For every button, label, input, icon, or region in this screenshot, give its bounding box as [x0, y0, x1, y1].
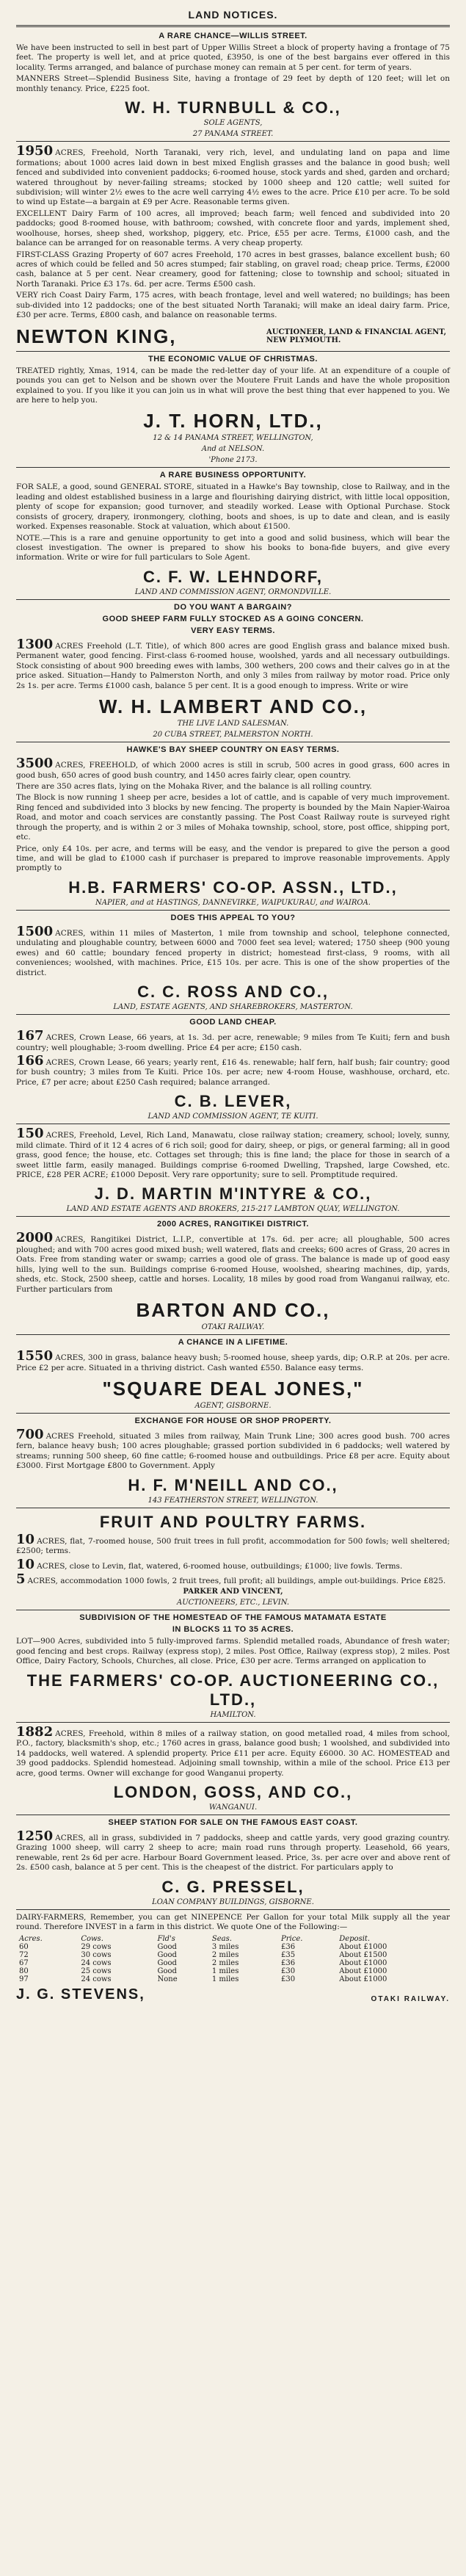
agent-sub: OTAKI RAILWAY. [371, 1994, 450, 2003]
ad-ross [16, 913, 450, 1011]
ad-text: ACRES, close to Levin, flat, watered, 6-roomed house, outbuildings; £1000; live fowls. Terms. [37, 1561, 403, 1571]
acreage: 700 [16, 1426, 44, 1442]
agent-sub: LAND, ESTATE AGENTS, AND SHAREBROKERS, MASTERTON. [113, 1003, 353, 1012]
ad-jones [16, 1338, 450, 1410]
ad-heading: EXCHANGE FOR HOUSE OR SHOP PROPERTY. [134, 1416, 332, 1425]
ad-text: ACRES Freehold, situated 3 miles from railway, Main Trunk Line; 300 acres good bush. 700 acres fern, balance heavy bush; 100 acres ploughable; grassed portion subdivided in 6 paddocks; well watered by streams; running 500 sheep, 60 fine cattle; 6-roomed house and outbuildings. Price £8 per acre. Equity about £3000. First Mortgage £800 to Government. Apply [16, 1431, 450, 1471]
ad-text: ACRES Freehold (L.T. Title), of which 800 acres are good English grass and balance mixed bush. Permanent water, good fencing. First-class 6-roomed house, woolshed, yards and all necessary outbuildings. Stock consisting of about 900 breeding ewes with lambs, 300 wethers, 200 cows and their calves go in at the price asked. Situation—Handy to Palmerston North, and only 3 miles from railway by motor road. Price only 2s 1s. per acre. Terms £1000 cash, balance 5 per cent. It is a good enough to impress. Write or wire [16, 641, 450, 690]
acreage: 10 [16, 1531, 35, 1547]
ad-lehndorf [16, 471, 450, 596]
table-cell: 3 miles [211, 1942, 239, 1951]
divider [16, 351, 450, 352]
agent-sub: SOLE AGENTS, [203, 119, 263, 128]
ad-text: ACRES, Crown Lease, 66 years; yearly rent, £16 4s. renewable; half fern, half bush; fair country; good for bush country; 3 miles from Te Kuiti. Price 10s. per acre; new 4-room House, washhouse, orchard, etc. Price, £7 per acre; about £250 Cash required; balance arranged. [16, 1057, 450, 1087]
ad-body: EXCELLENT Dairy Farm of 100 acres, all improved; beach farm; well fenced and subdivided into 20 paddocks; good 8-roomed house, with bathroom; cowshed, with concrete floor and yards, implement shed, woolhouse, horses, sheep shed, workshop, piggery, etc. Price, £55 per acre. Terms, £1000 cash, and the balance can be arranged for on reasonable terms. A very cheap property. [16, 209, 450, 248]
ad-newton-king [16, 145, 450, 347]
agent-sub: AUCTIONEERS, ETC., LEVIN. [176, 1599, 290, 1607]
table-cell: About £1000 [339, 1975, 387, 1983]
agent-name: "SQUARE DEAL JONES," [102, 1377, 364, 1400]
agent-sub: LOAN COMPANY BUILDINGS, GISBORNE. [152, 1897, 314, 1906]
ad-text: ACRES, within 11 miles of Masterton, 1 mile from township and school, telephone connected, undulating and ploughable country, between 6000 and 7000 feet sea level; watered; 1750 sheep (900 young ewes) and 60 cattle; boundary fenced property in district; homestead first-class, 9 rooms, with all conveniences; woolshed, with machines. Price, £15 10s. per acre. This is one of the show properties of the district. [16, 928, 450, 977]
ad-heading: HAWKE'S BAY SHEEP COUNTRY ON EASY TERMS. [126, 745, 340, 755]
ad-barton [16, 1220, 450, 1331]
ad-subheading: GOOD SHEEP FARM FULLY STOCKED AS A GOING CONCERN. [102, 614, 364, 623]
ad-text: ACRES, FREEHOLD, of which 2000 acres is still in scrub, 500 acres in good grass, 600 acres in good bush, 650 acres of good bush country, and 1450 acres fairly clear, open country. [16, 761, 450, 780]
agent-name: C. C. ROSS AND CO., [137, 983, 329, 1002]
divider [16, 1909, 450, 1910]
ad-body [16, 1533, 450, 1557]
ad-body [16, 1428, 450, 1472]
ad-text: ACRES, accommodation 1000 fowls, 2 fruit trees, full profit; all buildings, ample out-buildings. Price £825. [27, 1577, 446, 1585]
agent-block [16, 325, 450, 348]
agent-sub: HAMILTON. [210, 1710, 256, 1719]
acreage: 10 [16, 1556, 35, 1572]
agent-sub: LAND AND COMMISSION AGENT, TE KUITI. [148, 1112, 318, 1121]
table-cell: Deposit. [339, 1934, 371, 1943]
agent-sub: 12 & 14 PANAMA STREET, WELLINGTON, [153, 434, 313, 443]
ad-body: FOR SALE, a good, sound GENERAL STORE, situated in a Hawke's Bay township, close to Railway, and in the leading and oldest established business in a large and flourishing dairying district, with little local opposition, plenty of scope for expansion; good turnover, and steadily worked. Lease with Optional Purchase. Stock consists of grocery, drapery, ironmongery, clothing, boots and shoes, is up to date and clean, and is easily worked. Expenses reasonable. Stock at valuation, which about £1500. [16, 482, 450, 532]
table-row [16, 1943, 450, 1951]
ad-body: VERY rich Coast Dairy Farm, 175 acres, with beach frontage, level and well watered; no buildings; has been sub-divided into 12 paddocks; one of the best situated North Taranaki; will make an ideal dairy farm. Price, £30 per acre. Terms, £800 cash, and balance on reasonable terms. [16, 291, 450, 320]
table-cell: About £1000 [339, 1958, 387, 1967]
ad-body [16, 145, 450, 208]
agent-name: J. D. MARTIN M'INTYRE & CO., [94, 1184, 372, 1204]
table-cell: 1 miles [211, 1967, 239, 1975]
ad-body: We have been instructed to sell in best part of Upper Willis Street a block of property having a frontage of 75 feet. The property is well let, and at price quoted, £3950, is one of the best bargains ever offered in this locality. Terms arranged, and balance of purchase money can remain at 5 per cent. for term of years. [16, 43, 450, 72]
agent-name: H.B. FARMERS' CO-OP. ASSN., LTD., [68, 878, 398, 897]
farm-table [16, 1935, 450, 1983]
agent-phone: 'Phone 2173. [208, 456, 258, 465]
table-row [16, 1967, 450, 1975]
agent-sub: And at NELSON. [201, 445, 265, 454]
table-cell: 25 cows [81, 1967, 112, 1975]
ad-text: ACRES, Crown Lease, 66 years, at 1s. 3d. per acre, renewable; 9 miles from Te Kuiti; fern and bush country; well ploughable; 3-room dwelling. Price £4 per acre; £150 cash. [16, 1033, 450, 1052]
agent-sub: NAPIER, and at HASTINGS, DANNEVIRKE, WAIPUKURAU, and WAIROA. [95, 898, 371, 907]
table-cell: 2 miles [211, 1950, 239, 1959]
table-cell: Cows. [81, 1934, 103, 1943]
table-cell: Acres. [19, 1934, 43, 1943]
ad-heading: DO YOU WANT A BARGAIN? [174, 602, 292, 612]
agent-name: C. F. W. LEHNDORF, [143, 567, 323, 586]
ad-body [16, 757, 450, 781]
agent-name: BARTON AND CO., [136, 1299, 330, 1322]
ad-willis [16, 32, 450, 138]
acreage: 1950 [16, 143, 54, 159]
table-cell: Fld's [157, 1934, 175, 1943]
ad-parker [16, 1513, 450, 1607]
agent-sub: LAND AND COMMISSION AGENT, ORMONDVILLE. [134, 587, 332, 596]
ad-subheading: IN BLOCKS 11 TO 35 ACRES. [172, 1625, 294, 1635]
acreage: 166 [16, 1052, 44, 1068]
agent-name: J. G. STEVENS, [16, 1986, 145, 2002]
divider [16, 1722, 450, 1723]
table-cell: 2 miles [211, 1958, 239, 1967]
ad-pressel [16, 1818, 450, 1906]
agent-name: NEWTON KING, [16, 325, 177, 347]
table-cell: About £1000 [339, 1967, 387, 1975]
ad-text: ACRES, Freehold, Level, Rich Land, Manawatu, close railway station; creamery, school; lovely, sunny, mild climate. Third of it 12 4 acres of 6 rich soil; good for dairy, sheep, or pigs, or general farming; all in good grass, good fence; the house, etc. Cottages set through; this is fine land; the place for those in search of a sweet little farm, easily managed. Buildings comprise 6-roomed Dwelling, Trapshed, large Cowshed, etc. PRICE, £28 PER ACRE; £1000 Deposit. Very rare opportunity; sure to sell. Promptitude required. [16, 1131, 450, 1179]
ad-text: ACRES, 300 in grass, balance heavy bush; 5-roomed house, sheep yards, dip; O.R.P. at 20s. per acre. Price £2 per acre. Situated in a thriving district. Cash wanted £550. Balance easy terms. [16, 1353, 450, 1372]
table-header-row [16, 1935, 450, 1943]
table-cell: None [157, 1975, 178, 1983]
ad-heading: SHEEP STATION FOR SALE ON THE FAMOUS EAST COAST. [108, 1817, 358, 1827]
ad-text: ACRES, all in grass, subdivided in 7 paddocks, sheep and cattle yards, very good grazing country. Grazing 1000 sheep, will carry 2 sheep to acre; main road runs through property. Leasehold, 66 years, renewable, rent 2s 6d per acre. Harbour Board Government leased. Price, 3s. per acre over and above rent of 2s. £500 cash, balance at 5 per cent. This is the cheapest of the district. For particulars apply to [16, 1833, 450, 1873]
agent-name: W. H. TURNBULL & CO., [125, 98, 341, 117]
table-row [16, 1951, 450, 1959]
agent-sub: THE LIVE LAND SALESMAN. [177, 720, 289, 728]
table-cell: 24 cows [81, 1975, 112, 1983]
ad-heading: THE ECONOMIC VALUE OF CHRISTMAS. [148, 354, 318, 363]
agent-sub: AGENT, GISBORNE. [194, 1401, 272, 1410]
acreage: 1882 [16, 1723, 54, 1740]
ad-hb-farmers [16, 745, 450, 907]
acreage: 167 [16, 1028, 44, 1044]
table-cell: 97 [19, 1975, 29, 1983]
ad-note: NOTE.—This is a rare and genuine opportunity to get into a good and solid business, which will bear the closest investigation. The owner is prepared to show his books to bona-fide buyers, and give every information. Write or wire for full particulars to Sole Agent. [16, 533, 450, 562]
ad-body: There are 350 acres flats, lying on the Mohaka River, and the balance is all rolling country. [16, 781, 372, 791]
table-cell: 30 cows [81, 1950, 112, 1959]
agent-desc: AUCTIONEER, LAND & FINANCIAL AGENT, NEW PLYMOUTH. [266, 328, 447, 345]
ad-heading: A RARE BUSINESS OPPORTUNITY. [159, 471, 307, 480]
ad-lambert [16, 603, 450, 739]
agent-sub: WANGANUI. [208, 1803, 258, 1812]
agent-name: C. B. LEVER, [174, 1092, 292, 1111]
divider [16, 910, 450, 911]
ad-heading: A RARE CHANCE—WILLIS STREET. [159, 32, 307, 40]
acreage: 1250 [16, 1828, 54, 1844]
ad-body [16, 638, 450, 691]
divider [16, 1334, 450, 1335]
divider [16, 1014, 450, 1015]
ad-stevens [16, 1913, 450, 2003]
table-cell: 60 [19, 1942, 29, 1951]
ad-matamata [16, 1613, 450, 1718]
ad-body [16, 1030, 450, 1053]
ad-body: MANNERS Street—Splendid Business Site, having a frontage of 29 feet by depth of 120 feet; will let on monthly tenancy. Price, £225 foot. [16, 74, 450, 93]
agent-name: THE FARMERS' CO-OP. AUCTIONEERING CO., LTD., [26, 1671, 440, 1709]
ad-body [16, 1830, 450, 1873]
ad-body: TREATED rightly, Xmas, 1914, can be made the red-letter day of your life. At an expenditure of a couple of pounds you can get to Nelson and be shown over the Moutere Fruit Lands and have the whole proposition explained to you. If you like it you can join us in what will prove the best thing that ever happened to you. We are here to help you. [16, 366, 450, 405]
ad-body [16, 1723, 450, 1779]
table-cell: Good [157, 1958, 177, 1967]
ad-text: ACRES, Freehold, within 8 miles of a railway station, on good metalled road, 4 miles from school, P.O., factory, blacksmith's shop, etc.; 1760 acres in grass, balance good bush; 1 woolshed, and subdivided into 14 paddocks, well watered. A splendid property. Price £11 per acre. Equity £6000. 30 AC. HOMESTEAD and 39 good paddocks. Splendid homestead. Adjoining small township, within a mile of the school. Price £13 per acre, good terms. Owner will exchange for good Wanganui property. [16, 1729, 450, 1778]
table-cell: Seas. [211, 1934, 232, 1943]
divider [16, 1413, 450, 1414]
divider [16, 599, 450, 600]
agent-sub: 27 PANAMA STREET. [192, 130, 274, 139]
agent-sub: 143 FEATHERSTON STREET, WELLINGTON. [148, 1496, 318, 1505]
divider [16, 141, 450, 142]
ad-body [16, 1231, 450, 1295]
ad-heading: SUBDIVISION OF THE HOMESTEAD OF THE FAMOUS MATAMATA ESTATE [79, 1613, 387, 1623]
table-cell: 24 cows [81, 1958, 112, 1967]
acreage: 1550 [16, 1348, 54, 1364]
agent-sub: LAND AND ESTATE AGENTS AND BROKERS, 215-217 LAMBTON QUAY, WELLINGTON. [66, 1205, 400, 1214]
table-cell: £35 [281, 1950, 296, 1959]
table-cell: About £1000 [339, 1942, 387, 1951]
table-cell: About £1500 [339, 1950, 387, 1959]
table-cell: 72 [19, 1950, 29, 1959]
ad-text: ACRES, flat, 7-roomed house, 500 fruit trees in full profit, accommodation for 500 fowls; well sheltered; £2500; terms. [16, 1536, 450, 1556]
ad-mcintyre [16, 1127, 450, 1213]
agent-name: C. G. PRESSEL, [161, 1877, 305, 1896]
ad-subheading: VERY EASY TERMS. [191, 626, 275, 635]
ad-heading: FRUIT AND POULTRY FARMS. [99, 1512, 367, 1531]
ad-body [16, 1573, 450, 1586]
table-row [16, 1975, 450, 1983]
table-cell: £30 [281, 1975, 296, 1983]
ad-body [16, 1558, 450, 1571]
ad-body [16, 1127, 450, 1180]
ad-lever [16, 1018, 450, 1121]
agent-sub: OTAKI RAILWAY. [201, 1323, 265, 1332]
table-cell: £36 [281, 1942, 296, 1951]
acreage: 3500 [16, 756, 54, 772]
ad-heading: A CHANCE IN A LIFETIME. [178, 1338, 288, 1347]
ad-body: DAIRY-FARMERS, Remember, you can get NINEPENCE Per Gallon for your total Milk supply all the year round. Therefore INVEST in a farm in this district. We quote One of the Following:— [16, 1912, 450, 1932]
ad-body [16, 1054, 450, 1088]
agent-name: H. F. M'NEILL AND CO., [128, 1475, 338, 1494]
ad-heading: DOES THIS APPEAL TO YOU? [170, 913, 296, 922]
table-cell: Good [157, 1950, 177, 1959]
ad-text: ACRES, Freehold, North Taranaki, very rich, level, and undulating land on papa and lime formations; about 1000 acres laid down in best mixed English grasses and the balance in good bush; well fenced and subdivided into convenient paddocks; 6-roomed house, stock yards and shed, garden and orchard; watered throughout by never-failing streams; stocked by 1000 sheep and 120 cattle; well suited for subdivision; will winter 2½ ewes to the acre well carrying 4½ ewes to the acre. Price £10 per acre. To be sold to wind up Estate—a bargain at £9 per Acre. Reasonable terms given. [16, 148, 450, 207]
ad-mcneill [16, 1417, 450, 1505]
ad-body: Price, only £4 10s. per acre, and terms will be easy, and the vendor is prepared to give the person a good time, and will be glad to £1000 cash if purchaser is prepared to improve reasonable improvements. Apply promptly to [16, 844, 450, 873]
table-cell: £36 [281, 1958, 296, 1967]
ad-body: The Block is now running 1 sheep per acre, besides a lot of cattle, and is capable of very much improvement. Ring fenced and subdivided into 3 blocks by new fencing. The property is bounded by the Main Napier-Wairoa Road, and motor and coach services are constantly passing. The Post Coast Railway route is surveyed right through the property, and is within 2 or 3 miles of Mohaka township, school, store, post office, shipping port, etc. [16, 793, 450, 842]
ad-body: FIRST-CLASS Grazing Property of 607 acres Freehold, 170 acres in best grasses, balance excellent bush; 60 acres of which could be felled and 50 acres stumped; fair stabling, on gravel road; cheap price. Terms, £2000 cash, balance at 5 per cent. Near creamery, good for fattening; close to township and school; situated in North Taranaki. Price £3 17s. 6d. per acre. Terms £500 cash. [16, 250, 450, 289]
ad-heading: GOOD LAND CHEAP. [189, 1018, 277, 1027]
ad-body [16, 1350, 450, 1373]
ad-horn [16, 355, 450, 465]
agent-name: PARKER AND VINCENT, [183, 1588, 283, 1596]
agent-sub: 20 CUBA STREET, PALMERSTON NORTH. [153, 731, 313, 739]
table-cell: Good [157, 1942, 177, 1951]
divider [16, 1216, 450, 1217]
table-cell: Good [157, 1967, 177, 1975]
table-cell: Price. [281, 1934, 303, 1943]
ad-body [16, 925, 450, 978]
ad-text: ACRES, Rangitikei District, L.I.P., convertible at 17s. 6d. per acre; all ploughable, 500 acres ploughed; and with 700 acres good mixed bush; well watered, flats and creeks; 600 acres of Grass, 20 acres in Oats. Free from standing water or swamp; carries a good ole of grass. The balance is made up of good easy hills, lying well to the sun. Buildings comprise 6-roomed House, woolshed, shearing machines, dip, yards, sheds, etc. Stock, 2500 sheep, cattle and horses. Locality, 18 miles by good road from Wanganui railway, etc. Further particulars from [16, 1235, 450, 1294]
acreage: 150 [16, 1126, 44, 1142]
divider [16, 25, 450, 27]
divider [16, 467, 450, 468]
acreage: 1500 [16, 923, 54, 939]
table-cell: 1 miles [211, 1975, 239, 1983]
page-title: LAND NOTICES. [188, 9, 278, 21]
agent-name: W. H. LAMBERT AND CO., [98, 695, 368, 718]
acreage: 2000 [16, 1230, 54, 1246]
acreage: 1300 [16, 636, 54, 652]
table-cell: 29 cows [81, 1942, 112, 1951]
ad-london-goss [16, 1723, 450, 1812]
table-cell: 67 [19, 1958, 29, 1967]
acreage: 5 [16, 1571, 26, 1587]
agent-block [16, 1986, 450, 2003]
agent-name: LONDON, GOSS, AND CO., [113, 1782, 353, 1801]
agent-name: J. T. HORN, LTD., [143, 410, 323, 433]
table-cell: 80 [19, 1967, 29, 1975]
ad-body: LOT—900 Acres, subdivided into 5 fully-improved farms. Splendid metalled roads, Abundance of fresh water; good fencing and best crops. Railway (express stop), 2 miles. Post Office, Railway (express stop), 2 miles. Post Office, Dairy Factory, Schools, Churches, all close. Price, £30 per acre. Terms arranged on application to [16, 1637, 450, 1666]
table-row [16, 1959, 450, 1967]
ad-heading: 2000 ACRES, RANGITIKEI DISTRICT. [157, 1220, 309, 1229]
table-cell: £30 [281, 1967, 296, 1975]
